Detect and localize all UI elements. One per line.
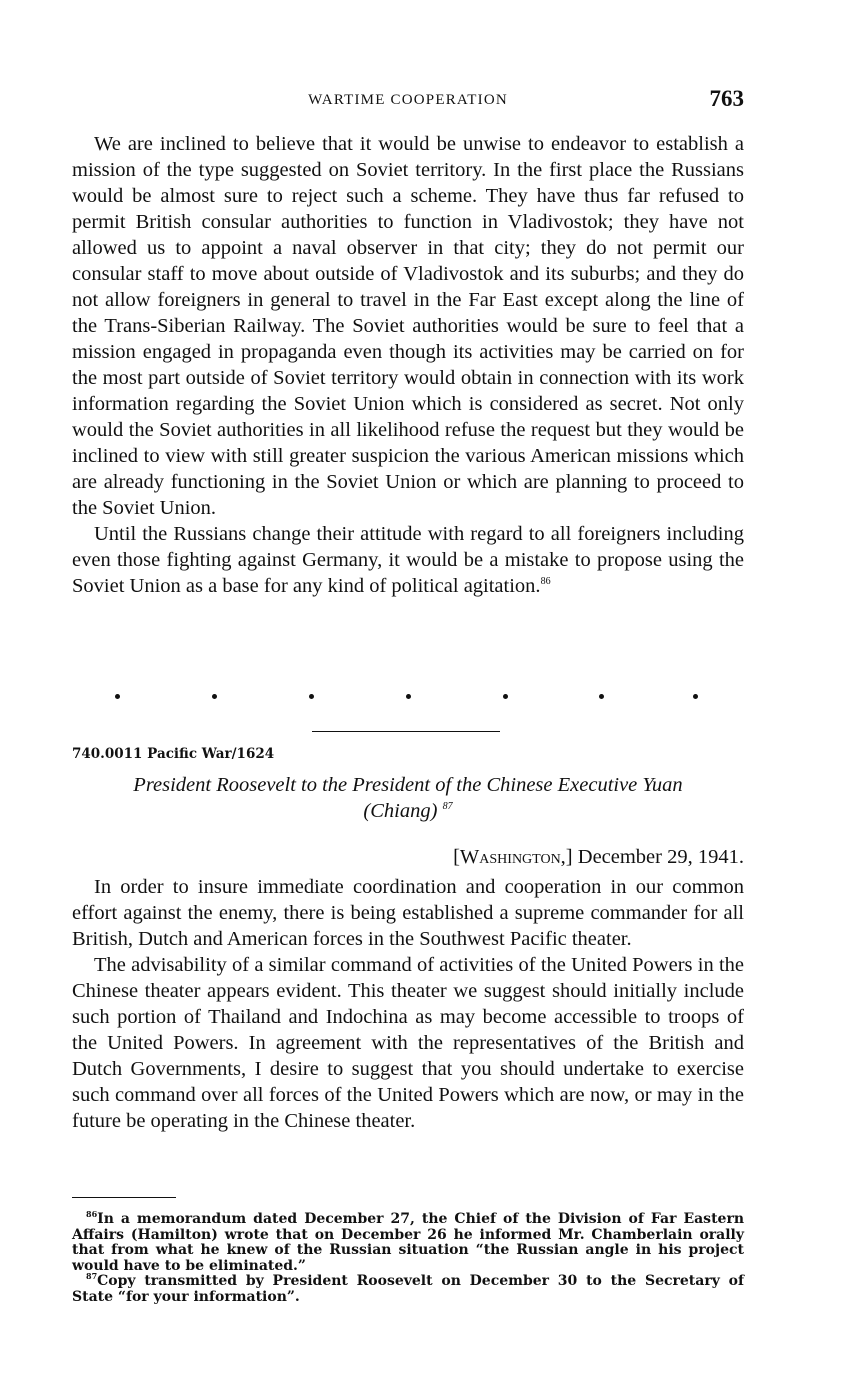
dateline-date: December 29, 1941. xyxy=(577,846,744,868)
dateline-place: [Washington,] xyxy=(453,846,573,868)
ellipsis-dot xyxy=(212,694,217,699)
document-title-name: (Chiang) xyxy=(363,800,438,822)
document-title xyxy=(72,772,744,824)
paragraph: We are inclined to believe that it would be unwise to endeavor to establish a mission of the type suggested on Soviet territory. In the first place the Russians would be almost sure to reject such a scheme. They have thus far refused to permit British consular authorities to function in Vladivostok; they have not allowed us to appoint a naval observer in that city; they do not permit our consular staff to move about outside of Vladivostok and its suburbs; and they do not allow foreigners in general to travel in the Far East except along the line of the Trans-Siberian Railway. The Soviet authorities would be sure to feel that a mission engaged in propaganda even though its activities may be carried on for the most part outside of Soviet territory would obtain in connection with its work information regarding the Soviet Union which is considered as secret. Not only would the Soviet authorities in all likelihood refuse the request but they would be inclined to view with still greater suspicion the various American missions which are already functioning in the Soviet Union or which are planning to proceed to the Soviet Union. xyxy=(72,133,744,519)
ellipsis-dot xyxy=(503,694,508,699)
paragraph-text: Until the Russians change their attitude with regard to all foreigners including even those fighting against Germany, it would be a mistake to propose using the Soviet Union as a base for any kind of political agitation. xyxy=(72,523,744,597)
footnote xyxy=(72,1209,744,1274)
footnotes xyxy=(72,1209,744,1305)
footnote-text: In a memorandum dated December 27, the Chief of the Division of Far Eastern Affairs (Hamilton) wrote that on December 26 he informed Mr. Chamberlain orally that from what he knew of the Russian situation “the Russian angle in his project would have to be eliminated.” xyxy=(72,1211,744,1274)
document-text xyxy=(72,874,744,1134)
paragraph: In order to insure immediate coordination and cooperation in our common effort against the enemy, there is being established a supreme commander for all British, Dutch and American forces in the Southwest Pacific theater. xyxy=(72,876,744,950)
ellipsis-dot xyxy=(115,694,120,699)
paragraph: The advisability of a similar command of activities of the United Powers in the Chinese theater appears evident. This theater we suggest should initially include such portion of Thailand and Indochina as may become accessible to troops of the United Powers. In agreement with the representatives of the British and Dutch Governments, I desire to suggest that you should undertake to exercise such command over all forces of the United Powers which are now, or may in the future be operating in the Chinese theater. xyxy=(72,954,744,1132)
dateline xyxy=(453,846,744,869)
footnote xyxy=(72,1271,744,1305)
footnote-marker: 87 xyxy=(86,1271,98,1281)
file-reference: 740.0011 Pacific War/1624 xyxy=(72,746,275,762)
running-title: WARTIME COOPERATION xyxy=(308,92,508,108)
paragraph xyxy=(72,521,744,599)
footnote-ref[interactable]: 86 xyxy=(540,576,551,587)
page-number: 763 xyxy=(709,86,744,111)
ellipsis-dot xyxy=(599,694,604,699)
ellipsis-dot xyxy=(309,694,314,699)
ellipsis-dot xyxy=(406,694,411,699)
running-head xyxy=(72,86,744,116)
footnote-ref[interactable]: 87 xyxy=(442,801,453,812)
footnote-rule xyxy=(72,1197,176,1198)
ellipsis-dot xyxy=(693,694,698,699)
section-text xyxy=(72,131,744,599)
footnote-marker: 86 xyxy=(86,1209,98,1219)
ellipsis-divider xyxy=(72,690,744,706)
footnote-text: Copy transmitted by President Roosevelt on December 30 to the Secretary of State “for your information”. xyxy=(72,1273,744,1305)
document-title-line1: President Roosevelt to the President of the Chinese Executive Yuan xyxy=(133,774,683,796)
section-rule xyxy=(312,731,500,732)
document-title-line2 xyxy=(72,798,744,824)
